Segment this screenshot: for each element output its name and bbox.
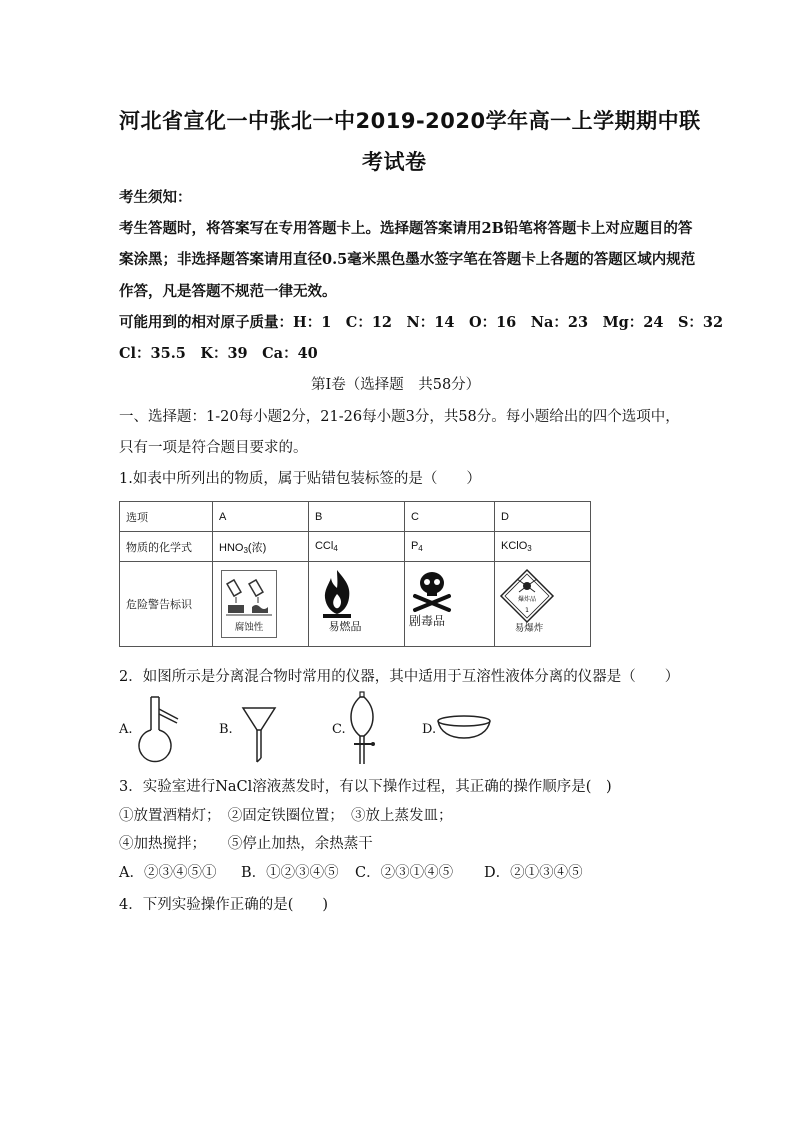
warning-c xyxy=(404,562,494,647)
formula-c-main: P xyxy=(410,540,419,552)
flammable-sign xyxy=(317,568,373,640)
option-c: C xyxy=(404,502,494,532)
formula-b-main: CCl xyxy=(314,540,334,552)
skull-crossbones-icon xyxy=(409,568,455,614)
distillation-flask-icon xyxy=(134,695,180,765)
formula-d xyxy=(495,532,591,562)
option-a: A xyxy=(213,502,309,532)
atomic-mass-line-1: 可能用到的相对原子质量：H：1 C：12 N：14 O：16 Na：23 Mg：24 S：32 xyxy=(119,314,724,331)
formula-c xyxy=(404,532,494,562)
section-instructions-1: 一、选择题：1-20每小题2分，21-26每小题3分，共58分。每小题给出的四个选项中， xyxy=(119,409,680,425)
separatory-funnel-icon xyxy=(342,690,382,770)
q1-stem: 1.如表中所列出的物质，属于贴错包装标签的是（ ） xyxy=(119,471,481,487)
warning-a xyxy=(213,562,309,647)
atomic-mass-line-2: Cl：35.5 K：39 Ca：40 xyxy=(119,345,318,362)
q2-option-b: B. xyxy=(219,722,233,737)
explosive-inner-text: 爆炸品 xyxy=(517,596,537,603)
corrosive-sign xyxy=(221,570,277,638)
q4-stem: 4．下列实验操作正确的是( ) xyxy=(119,897,329,913)
q2-option-c: C. xyxy=(332,722,346,737)
section-title: 第Ⅰ卷（选择题 共58分） xyxy=(311,377,481,393)
label-corrosive: 腐蚀性 xyxy=(234,622,264,633)
formula-d-main: KClO xyxy=(501,540,528,552)
option-d: D xyxy=(495,502,591,532)
label-explosive: 易爆炸 xyxy=(514,623,544,634)
row-label-formula: 物质的化学式 xyxy=(120,532,213,562)
q1-table xyxy=(119,501,591,647)
q3-steps-line-1: ①放置酒精灯； ②固定铁圈位置； ③放上蒸发皿； xyxy=(119,808,453,824)
formula-a-main: HNO xyxy=(219,541,244,554)
option-b: B xyxy=(308,502,404,532)
q2-option-a: A. xyxy=(119,722,133,737)
formula-c-sub: 4 xyxy=(418,544,423,553)
row-label-warning: 危险警告标识 xyxy=(120,562,213,647)
q3-choice-a: A．②③④⑤① xyxy=(119,865,217,881)
notice-heading: 考生须知： xyxy=(119,189,192,206)
q3-choice-d: D．②①③④⑤ xyxy=(484,865,583,881)
explosive-diamond-icon xyxy=(499,568,555,624)
label-flammable: 易燃品 xyxy=(328,620,362,633)
warning-b xyxy=(308,562,404,647)
formula-a-tail: (浓) xyxy=(247,541,267,554)
funnel-icon xyxy=(241,706,277,764)
notice-line-3: 作答，凡是答题不规范一律无效。 xyxy=(119,283,337,300)
q3-choice-c: C．②③①④⑤ xyxy=(355,865,454,881)
row-label-option: 选项 xyxy=(120,502,213,532)
formula-b xyxy=(308,532,404,562)
notice-line-1: 考生答题时，将答案写在专用答题卡上。选择题答案请用2B铅笔将答题卡上对应题目的答 xyxy=(119,220,693,237)
q3-steps-line-2: ④加热搅拌； ⑤停止加热，余热蒸干 xyxy=(119,836,373,852)
q3-stem: 3．实验室进行NaCl溶液蒸发时，有以下操作过程，其正确的操作顺序是( ) xyxy=(119,779,612,795)
table-row xyxy=(120,532,591,562)
evaporating-dish-icon xyxy=(436,714,492,740)
flame-icon xyxy=(317,568,357,620)
toxic-sign xyxy=(409,568,465,640)
label-toxic: 剧毒品 xyxy=(408,614,445,628)
formula-b-sub: 4 xyxy=(333,544,338,553)
q2-option-d: D. xyxy=(422,722,437,737)
explosive-sign xyxy=(499,568,559,640)
explosive-inner-num: 1 xyxy=(525,607,529,614)
section-instructions-2: 只有一项是符合题目要求的。 xyxy=(119,440,308,456)
page-title-line2: 考试卷 xyxy=(362,150,427,174)
table-row xyxy=(120,502,591,532)
formula-d-sub: 3 xyxy=(527,544,532,553)
q2-stem: 2．如图所示是分离混合物时常用的仪器，其中适用于互溶性液体分离的仪器是（ ） xyxy=(119,669,680,685)
q3-choice-b: B．①②③④⑤ xyxy=(241,865,339,881)
formula-a-sub: 3 xyxy=(243,545,248,555)
page-title: 河北省宣化一中张北一中2019-2020学年高一上学期期中联 xyxy=(119,109,701,133)
warning-d xyxy=(495,562,591,647)
formula-a xyxy=(213,532,309,562)
notice-line-2: 案涂黑；非选择题答案请用直径0.5毫米黑色墨水签字笔在答题卡上各题的答题区域内规范 xyxy=(119,251,696,268)
table-row xyxy=(120,562,591,647)
corrosive-icon xyxy=(222,571,276,621)
